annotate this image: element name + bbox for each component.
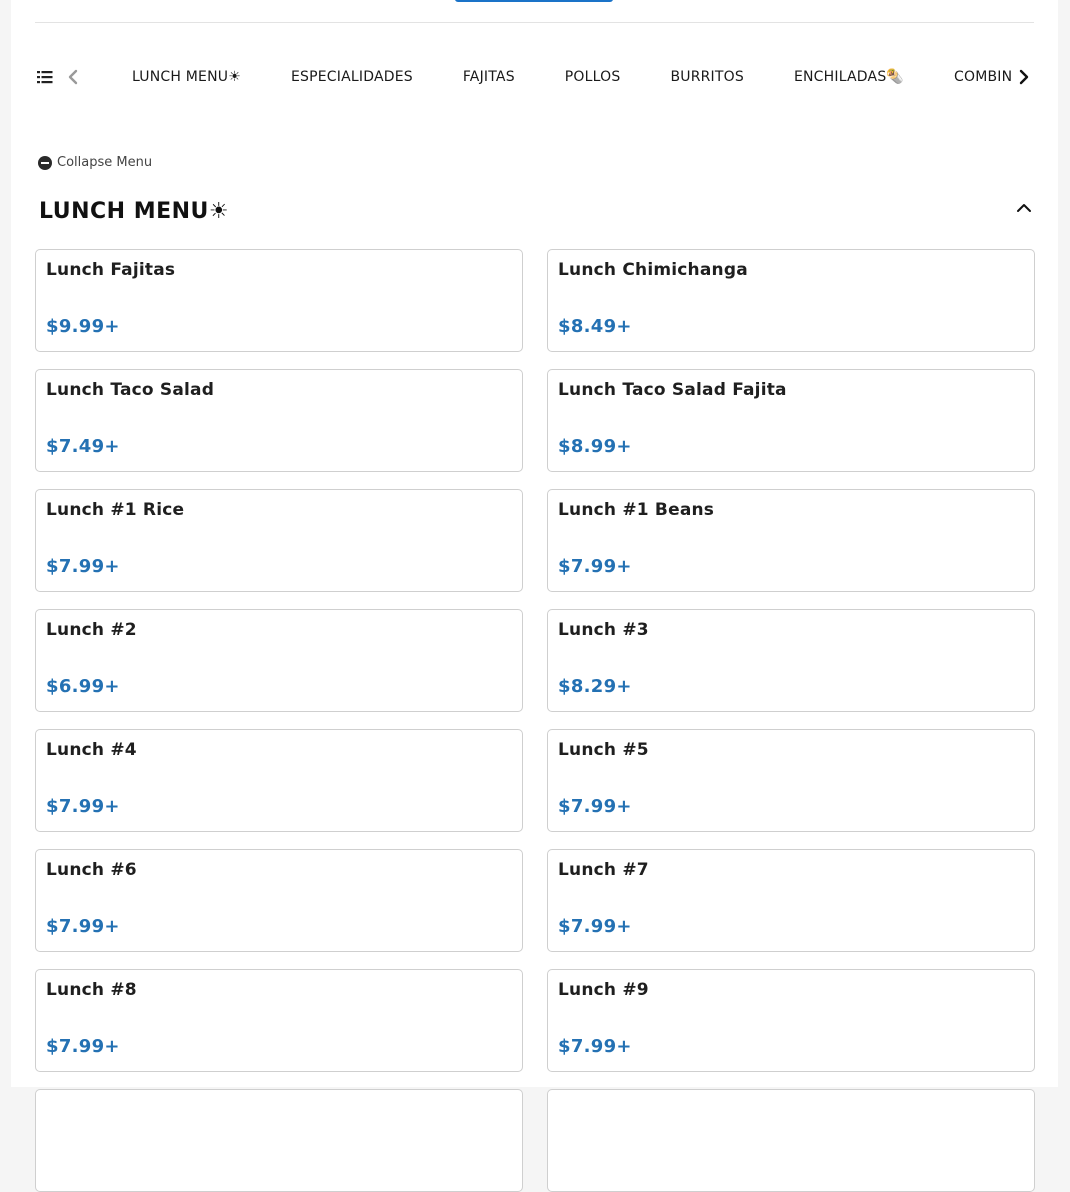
- menu-item-card[interactable]: [35, 1089, 523, 1192]
- menu-item-card[interactable]: [547, 849, 1035, 952]
- menu-page: [11, 0, 1058, 1087]
- item-name: Lunch #1 Beans: [558, 500, 715, 520]
- menu-item-card[interactable]: [35, 249, 523, 352]
- item-price: $9.99+: [46, 316, 120, 337]
- category-nav: [35, 56, 1034, 98]
- divider: [35, 22, 1034, 23]
- menu-item-card[interactable]: [35, 729, 523, 832]
- menu-item-card[interactable]: [547, 249, 1035, 352]
- menu-item-card[interactable]: [35, 609, 523, 712]
- chevron-up-icon[interactable]: [1016, 200, 1032, 216]
- item-name: Lunch Fajitas: [46, 260, 176, 280]
- menu-item-card[interactable]: [35, 849, 523, 952]
- item-price: $8.29+: [558, 676, 632, 697]
- item-name: Lunch #7: [558, 860, 649, 880]
- menu-item-card[interactable]: [35, 489, 523, 592]
- item-price: $7.99+: [46, 556, 120, 577]
- item-price: $8.99+: [558, 436, 632, 457]
- item-price: $7.99+: [46, 916, 120, 937]
- section-title: LUNCH MENU☀: [39, 199, 230, 224]
- minus-circle-icon: [38, 156, 52, 170]
- item-price: $7.49+: [46, 436, 120, 457]
- item-price: $7.99+: [558, 916, 632, 937]
- menu-item-card[interactable]: [547, 609, 1035, 712]
- item-name: Lunch #8: [46, 980, 137, 1000]
- item-price: $7.99+: [46, 1036, 120, 1057]
- item-price: $7.99+: [558, 796, 632, 817]
- chevron-right-icon[interactable]: [1015, 68, 1033, 86]
- item-name: Lunch Chimichanga: [558, 260, 748, 280]
- menu-item-card[interactable]: [35, 969, 523, 1072]
- item-name: Lunch #9: [558, 980, 649, 1000]
- category-tab[interactable]: BURRITOS: [670, 69, 744, 85]
- category-tab[interactable]: ESPECIALIDADES: [290, 69, 413, 85]
- menu-item-card[interactable]: [547, 969, 1035, 1072]
- item-price: $7.99+: [46, 796, 120, 817]
- category-list: [95, 56, 1013, 98]
- item-name: Lunch #5: [558, 740, 649, 760]
- category-tab[interactable]: FAJITAS: [462, 69, 515, 85]
- collapse-menu-label: Collapse Menu: [57, 155, 153, 170]
- menu-item-card[interactable]: [547, 1089, 1035, 1192]
- collapse-menu-button[interactable]: [38, 155, 152, 170]
- item-price: $8.49+: [558, 316, 632, 337]
- menu-item-grid: [35, 249, 1034, 1192]
- chevron-left-icon[interactable]: [64, 68, 82, 86]
- category-tab[interactable]: ENCHILADAS🌯: [793, 69, 905, 85]
- item-name: Lunch #2: [46, 620, 137, 640]
- menu-item-card[interactable]: [547, 729, 1035, 832]
- item-name: Lunch #6: [46, 860, 137, 880]
- item-price: $7.99+: [558, 1036, 632, 1057]
- item-name: Lunch #1 Rice: [46, 500, 185, 520]
- item-price: $6.99+: [46, 676, 120, 697]
- item-name: Lunch Taco Salad: [46, 380, 215, 400]
- active-tab-indicator: [455, 0, 613, 2]
- item-name: Lunch #4: [46, 740, 137, 760]
- category-tab[interactable]: LUNCH MENU☀: [132, 69, 241, 85]
- menu-item-card[interactable]: [35, 369, 523, 472]
- category-tab[interactable]: COMBIN: [954, 69, 1013, 85]
- menu-item-card[interactable]: [547, 489, 1035, 592]
- item-name: Lunch #3: [558, 620, 649, 640]
- item-price: $7.99+: [558, 556, 632, 577]
- category-tab[interactable]: POLLOS: [564, 69, 621, 85]
- item-name: Lunch Taco Salad Fajita: [558, 380, 787, 400]
- list-icon[interactable]: [36, 68, 54, 86]
- menu-item-card[interactable]: [547, 369, 1035, 472]
